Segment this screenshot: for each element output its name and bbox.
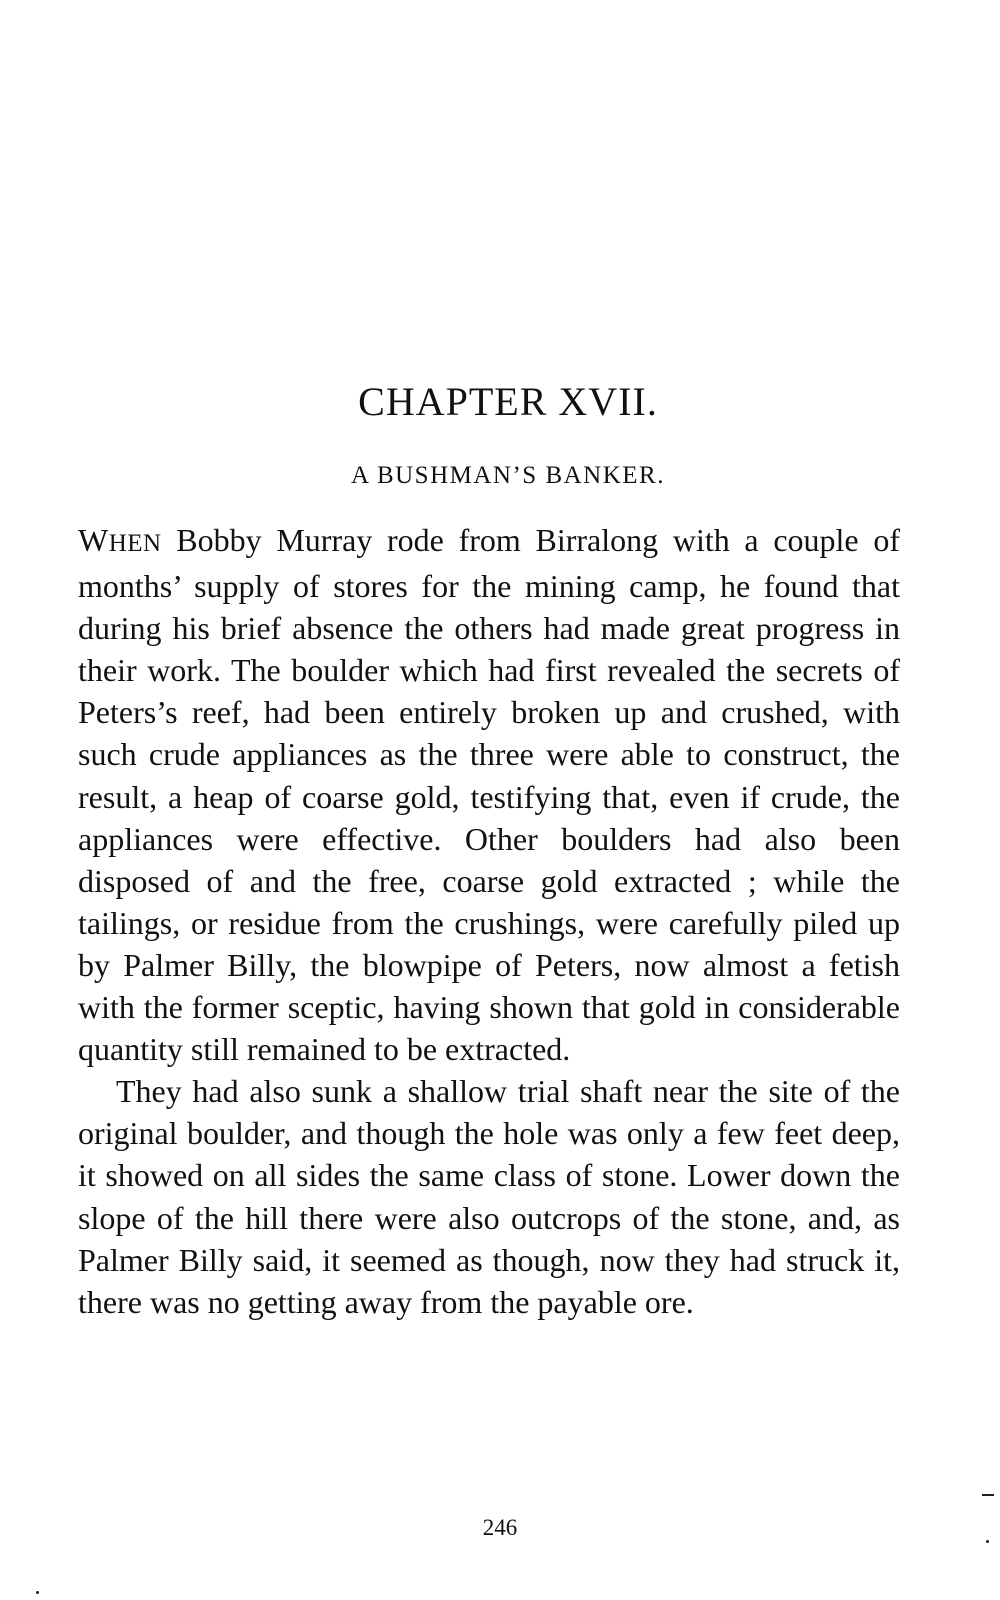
scan-speck	[986, 1540, 989, 1543]
chapter-subtitle: A BUSHMAN’S BANKER.	[351, 462, 665, 489]
scan-speck	[36, 1591, 39, 1594]
scan-edge-mark	[982, 1494, 994, 1496]
paragraph-2-text: They had also sunk a shallow trial shaft near the site of the original boulder, and though the hole was only a few feet deep, it showed on all sides the same class of stone. Lower down the slope of the hill there were also outcrops of the stone, and, as Palmer Billy said, it seemed as though, now they had struck it, there was no getting away from the payable ore.	[78, 1073, 900, 1320]
opening-word	[78, 522, 162, 558]
paragraph-1	[78, 519, 900, 1070]
chapter-heading: CHAPTER XVII.	[358, 379, 658, 424]
page-number: 246	[482, 1515, 518, 1540]
paragraph-2	[78, 1070, 900, 1323]
body-text	[78, 519, 900, 1323]
opening-small-caps: HEN	[108, 530, 162, 557]
opening-capital: W	[78, 522, 109, 558]
paragraph-1-text: Bobby Murray rode from Birralong with a couple of months’ supply of stores for the mining camp, he found that during his brief absence the others had made great progress in their work. The boulder which had first revealed the secrets of Peters’s reef, had been entirely broken up and crushed, with such crude appliances as the three were able to construct, the result, a heap of coarse gold, testifying that, even if crude, the appliances were effective. Other boulders had also been disposed of and the free, coarse gold extracted ; while the tailings, or residue from the crushings, were carefully piled up by Palmer Billy, the blowpipe of Peters, now almost a fetish with the former sceptic, having shown that gold in considerable quantity still remained to be extracted.	[78, 522, 900, 1068]
